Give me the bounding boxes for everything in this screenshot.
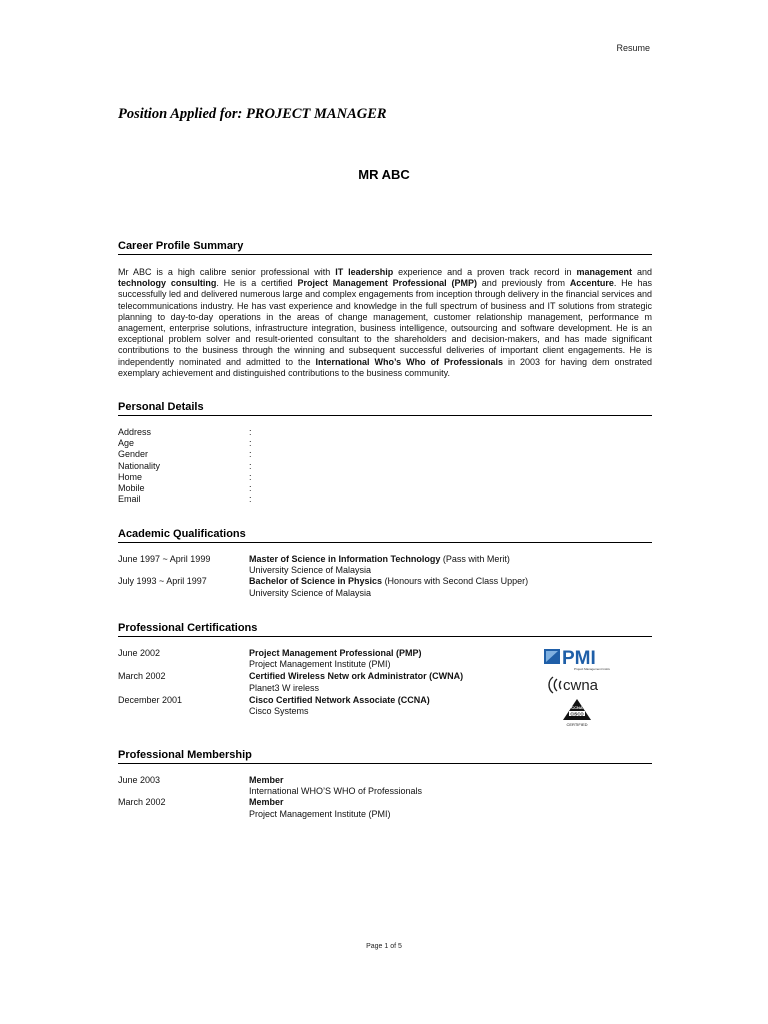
summary-highlight: technology consulting (118, 278, 217, 289)
summary-highlight: International Who’s Who of Professionals (315, 356, 504, 367)
entry-description (249, 775, 422, 797)
candidate-name: MR ABC (358, 167, 410, 182)
ccna-logo-mid: CISCO (570, 711, 584, 717)
personal-field-separator: : (249, 471, 252, 482)
personal-field-row (118, 494, 652, 505)
personal-field-separator: : (249, 494, 252, 505)
membership-section (118, 749, 652, 821)
entry-organisation: University Science of Malaysia (249, 587, 372, 598)
entry-date: July 1993 ~ April 1997 (118, 576, 207, 587)
personal-list (118, 427, 652, 505)
career-section (118, 240, 652, 379)
career-title: Career Profile Summary (118, 240, 652, 255)
entry-title: Bachelor of Science in Physics (249, 576, 383, 587)
position-value: PROJECT MANAGER (245, 106, 387, 122)
personal-field-separator: : (249, 460, 252, 471)
entry-title: Certified Wireless Netw ork Administrator (CWNA) (249, 671, 464, 682)
entry-description (249, 648, 422, 670)
entry-title-line (249, 671, 463, 682)
summary-highlight: Project Management Professional (PMP) (297, 278, 477, 289)
personal-field-row (118, 461, 652, 472)
academic-list (118, 554, 652, 600)
cwna-logo (546, 674, 610, 696)
personal-field-row (118, 438, 652, 449)
entry-title-line (249, 695, 430, 706)
personal-field-label: Email (118, 494, 141, 505)
personal-field-separator: : (249, 449, 252, 460)
personal-field-separator: : (249, 438, 252, 449)
career-summary (118, 267, 652, 379)
personal-field-label: Address (118, 427, 152, 437)
personal-field-label: Mobile (118, 482, 145, 493)
personal-field-row (118, 472, 652, 483)
personal-field-label: Home (118, 471, 143, 482)
page-number: Page 1 of 5 (366, 943, 402, 950)
position-applied (118, 106, 387, 123)
summary-text: . He is a certified (216, 278, 298, 289)
entry-date: March 2002 (118, 797, 166, 808)
summary-text: Mr ABC is a high calibre senior professional with (118, 267, 336, 277)
entry-description (249, 671, 463, 693)
entry-organisation: University Science of Malaysia (249, 565, 372, 576)
entry-title: Member (249, 775, 284, 785)
entry-organisation: Cisco Systems (249, 706, 309, 716)
entry-note: (Pass with Merit) (440, 554, 510, 564)
entry-title-line (249, 775, 422, 786)
academic-section (118, 528, 652, 600)
entry-title-line (249, 648, 422, 659)
membership-list (118, 775, 652, 821)
ccna-logo (558, 698, 596, 728)
personal-title: Personal Details (118, 401, 652, 416)
ccna-logo-top: CCNA (571, 705, 583, 710)
entry-organisation: Project Management Institute (PMI) (249, 659, 391, 670)
summary-highlight: management (576, 267, 632, 277)
entry-title: Project Management Professional (PMP) (249, 648, 422, 658)
entry-title: Cisco Certified Network Associate (CCNA) (249, 694, 430, 705)
academic-title: Academic Qualifications (118, 528, 652, 543)
entry-title-line (249, 797, 391, 808)
summary-text: and previously from (476, 278, 570, 289)
entry-title-line (249, 576, 528, 587)
pmi-logo-text: PMI (562, 648, 596, 669)
entry-organisation: Project Management Institute (PMI) (249, 808, 391, 819)
position-label: Position Applied for: (118, 106, 243, 122)
entry-title: Master of Science in Information Technology (249, 554, 441, 564)
certs-title: Professional Certifications (118, 622, 652, 637)
entry-organisation: Planet3 W ireless (249, 682, 320, 693)
personal-field-row (118, 449, 652, 460)
entry-date: June 2003 (118, 775, 161, 785)
personal-field-separator: : (249, 482, 252, 493)
entry-note: (Honours with Second Class Upper) (382, 576, 529, 587)
entry-date: June 1997 ~ April 1999 (118, 554, 211, 564)
membership-title: Professional Membership (118, 749, 652, 764)
summary-text: . He has successfully led and delivered numerous large and complex engagements from inception through delivery in the financial services and telecommunications industry. He has vast experience and knowledge in the full spectrum of business and IT solutions from strategic planning to day-to-day operations in the areas of change management, customer relationship management, performance m anagement, enterprise solutions, infrastructure integration, business intelligence, outsourcing and software development. He is an exceptional problem solver and result-oriented consultant to the shareholders and decision-makers, and has made significant contributions to the business through the winning and subsequent successful deliveries of important client engagements. He is independently nominated and admitted to the (118, 278, 652, 367)
entry-date: March 2002 (118, 671, 166, 682)
summary-text: in 2003 for having dem onstrated exemplary achievement and distinguished contributions to the business community. (118, 356, 652, 378)
personal-field-label: Nationality (118, 460, 161, 471)
summary-highlight: Accenture (569, 278, 614, 289)
entry-title: Member (249, 797, 284, 808)
personal-section (118, 401, 652, 505)
personal-field-label: Age (118, 438, 135, 449)
entry-description (249, 554, 510, 576)
ccna-logo-bottom: CERTIFIED (566, 722, 588, 727)
entry-description (249, 576, 528, 598)
pmi-logo (544, 646, 610, 672)
summary-highlight: IT leadership (335, 267, 394, 277)
entry-description (249, 695, 430, 717)
pmi-logo-subtext: Project Management Institute (574, 667, 610, 671)
entry-date: December 2001 (118, 694, 183, 705)
entry-organisation: International WHO’S WHO of Professionals (249, 786, 423, 797)
cwna-logo-text: cwna (563, 677, 599, 694)
personal-field-row (118, 427, 652, 438)
summary-text: experience and a proven track record in (393, 267, 577, 277)
personal-field-row (118, 483, 652, 494)
summary-text: and (632, 267, 652, 277)
personal-field-label: Gender (118, 449, 149, 460)
entry-title-line (249, 554, 510, 565)
personal-field-separator: : (249, 427, 252, 437)
entry-date: June 2002 (118, 648, 161, 658)
document-label: Resume (616, 43, 650, 53)
entry-description (249, 797, 391, 819)
